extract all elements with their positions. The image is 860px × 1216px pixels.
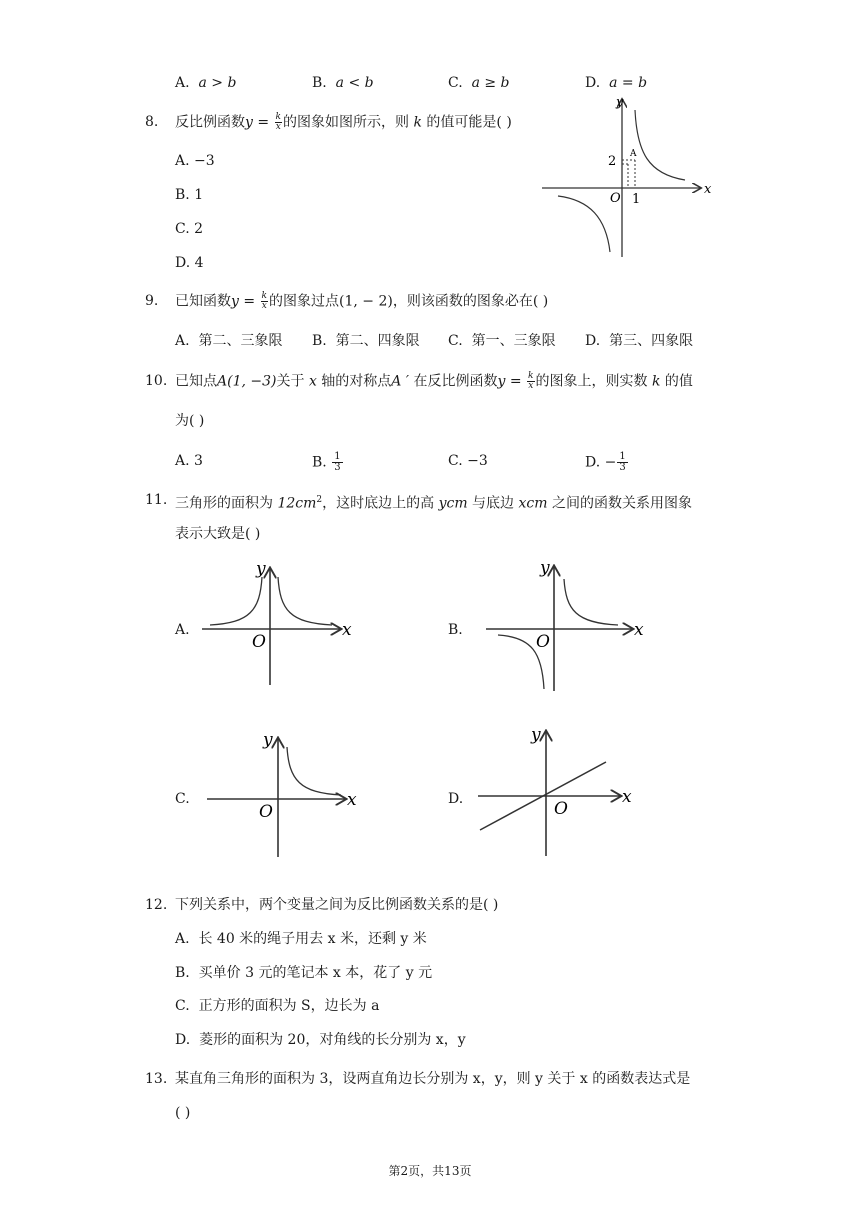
q8-option-d: D. 4 xyxy=(175,255,204,271)
q9-option-a: A. 第二、三象限 xyxy=(175,333,283,349)
q7-option-d: D. a = b xyxy=(585,75,648,91)
svg-text:O: O xyxy=(536,632,550,652)
svg-text:y: y xyxy=(256,559,266,579)
q11-graph-a xyxy=(200,555,360,690)
q7-option-c: C. a ≥ b xyxy=(448,75,510,91)
q11-option-d: D. xyxy=(448,791,464,807)
q10-option-d: D. − $\frac{1}{3}$ xyxy=(585,451,626,473)
svg-text:y: y xyxy=(263,730,273,750)
q8-x-label: x xyxy=(704,182,712,197)
q10-stem-line2: 为( ) xyxy=(175,413,205,429)
svg-text:O: O xyxy=(554,799,568,819)
q11-graph-d xyxy=(476,720,636,860)
q13-stem-line2: ( ) xyxy=(175,1105,191,1121)
q8-tick-x: 1 xyxy=(632,192,641,207)
q7-option-a: A. a > b xyxy=(175,75,237,91)
svg-text:x: x xyxy=(634,620,644,640)
q11-stem-line1: 三角形的面积为 $12cm^2$，这时底边上的高 ycm 与底边 xcm 之间的函数关系用图象 xyxy=(175,495,692,512)
q11-number: 11. xyxy=(145,492,168,508)
q12-option-a: A. 长 40 米的绳子用去 x 米，还剩 y 米 xyxy=(175,931,427,947)
q9-stem: 已知函数y = $\frac{k}{x}$ 的图象过点(1, − 2)，则该函数的图象必在( ) xyxy=(175,291,549,311)
q8-option-a: A. −3 xyxy=(175,153,215,169)
q10-number: 10. xyxy=(145,373,168,389)
q11-option-b: B. xyxy=(448,622,463,638)
q8-stem: 反比例函数y = $\frac{k}{x}$ 的图象如图所示，则 k 的值可能是( ) xyxy=(175,112,512,132)
q9-number: 9. xyxy=(145,293,159,309)
q10-stem-line1: 已知点A(1, −3)关于 x 轴的对称点A ′ 在反比例函数y = $\frac{k}{x}$ 的图象上，则实数 k 的值 xyxy=(175,371,693,391)
q11-option-c: C. xyxy=(175,791,190,807)
svg-text:O: O xyxy=(252,632,266,652)
q12-option-c: C. 正方形的面积为 S，边长为 a xyxy=(175,998,380,1014)
q13-stem-line1: 某直角三角形的面积为 3，设两直角边长分别为 x，y，则 y 关于 x 的函数表达式是 xyxy=(175,1071,691,1087)
q8-tick-y: 2 xyxy=(608,154,617,169)
page-footer: 第2页，共13页 xyxy=(388,1164,472,1178)
q12-stem: 下列关系中，两个变量之间为反比例函数关系的是( ) xyxy=(175,897,499,913)
q8-number: 8. xyxy=(145,114,159,130)
svg-text:x: x xyxy=(342,620,352,640)
svg-text:O: O xyxy=(259,802,273,822)
q9-option-d: D. 第三、四象限 xyxy=(585,333,694,349)
svg-text:x: x xyxy=(347,790,357,810)
q8-origin: O xyxy=(610,191,621,206)
q11-option-a: A. xyxy=(175,622,190,638)
q9-option-b: B. 第二、四象限 xyxy=(312,333,420,349)
svg-text:y: y xyxy=(531,725,541,745)
q10-option-a: A. 3 xyxy=(175,453,203,469)
q13-number: 13. xyxy=(145,1071,168,1087)
q12-option-d: D. 菱形的面积为 20，对角线的长分别为 x，y xyxy=(175,1032,466,1048)
q7-option-b: B. a < b xyxy=(312,75,374,91)
q8-option-c: C. 2 xyxy=(175,221,204,237)
q11-stem-line2: 表示大致是( ) xyxy=(175,526,261,542)
q8-y-label: y xyxy=(616,95,624,110)
svg-text:y: y xyxy=(540,558,550,578)
q12-option-b: B. 买单价 3 元的笔记本 x 本，花了 y 元 xyxy=(175,965,433,981)
q9-option-c: C. 第一、三象限 xyxy=(448,333,556,349)
q10-option-c: C. −3 xyxy=(448,453,488,469)
svg-text:x: x xyxy=(622,787,632,807)
q8-figure xyxy=(540,92,720,262)
q8-option-b: B. 1 xyxy=(175,187,204,203)
q8-point-label: A xyxy=(630,149,637,159)
q11-graph-b xyxy=(484,555,644,695)
q12-number: 12. xyxy=(145,897,168,913)
q10-option-b: B. $\frac{1}{3}$ xyxy=(312,451,341,473)
q8-fraction: $\frac{k}{x}$ xyxy=(275,112,282,132)
q11-graph-c xyxy=(205,725,365,860)
